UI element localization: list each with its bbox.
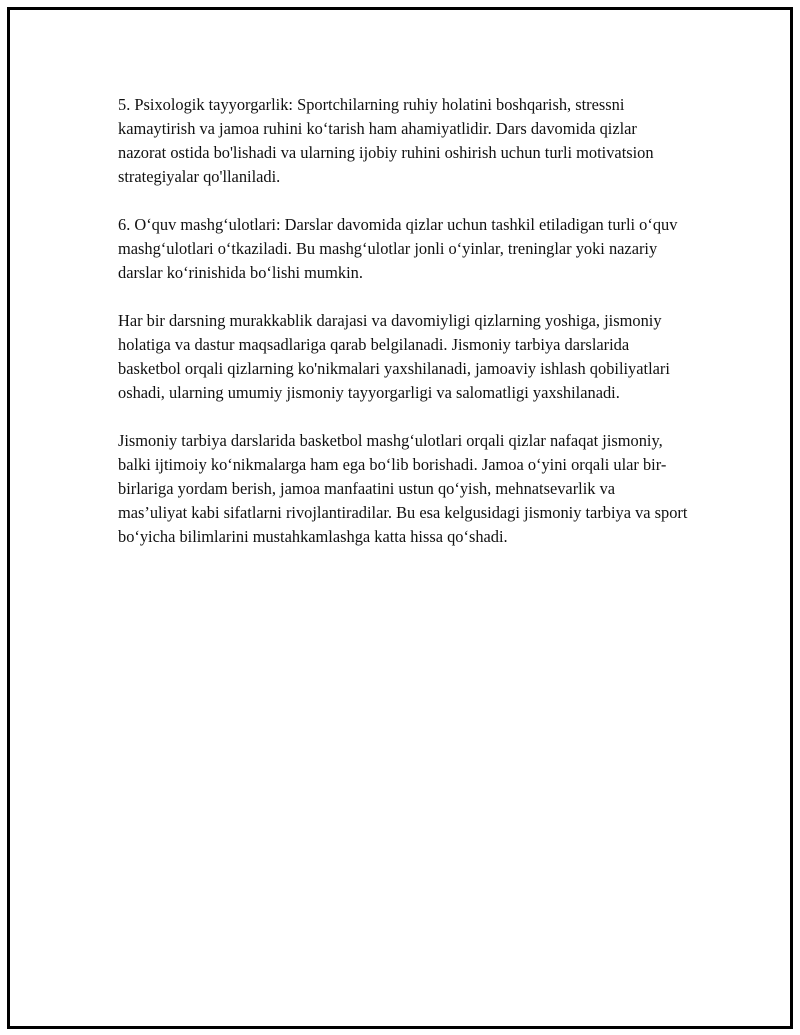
paragraph-psychological-preparation: 5. Psixologik tayyorgarlik: Sportchilarning ruhiy holatini boshqarish, stressni kamaytirish va jamoa ruhini ko‘tarish ham ahamiyatlidir. Dars davomida qizlar nazorat ostida bo'lishadi va ularning ijobiy ruhini oshirish uchun turli motivatsion strategiyalar qo'llaniladi.: [118, 95, 654, 186]
paragraph-social-skills: Jismoniy tarbiya darslarida basketbol mashg‘ulotlari orqali qizlar nafaqat jismoniy, balki ijtimoiy ko‘nikmalarga ham ega bo‘lib borishadi. Jamoa o‘yini orqali ular bir-birlariga yordam berish, jamoa manfaatini ustun qo‘yish, mehnatsevarlik va mas’uliyat kabi sifatlarni rivojlantiradilar. Bu esa kelgusidagi jismoniy tarbiya va sport bo‘yicha bilimlarini mustahkamlashga katta hissa qo‘shadi.: [118, 431, 688, 546]
paragraph-lesson-complexity: Har bir darsning murakkablik darajasi va davomiyligi qizlarning yoshiga, jismoniy holatiga va dastur maqsadlariga qarab belgilanadi. Jismoniy tarbiya darslarida basketbol orqali qizlarning ko'nikmalari yaxshilanadi, jamoaviy ishlash qobiliyatlari oshadi, ularning umumiy jismoniy tayyorgarligi va salomatligi yaxshilanadi.: [118, 311, 670, 402]
paragraph-training-sessions: 6. O‘quv mashg‘ulotlari: Darslar davomida qizlar uchun tashkil etiladigan turli o‘quv mashg‘ulotlari o‘tkaziladi. Bu mashg‘ulotlar jonli o‘yinlar, treninglar yoki nazariy darslar ko‘rinishida bo‘lishi mumkin.: [118, 215, 678, 282]
document-body: [118, 93, 688, 573]
